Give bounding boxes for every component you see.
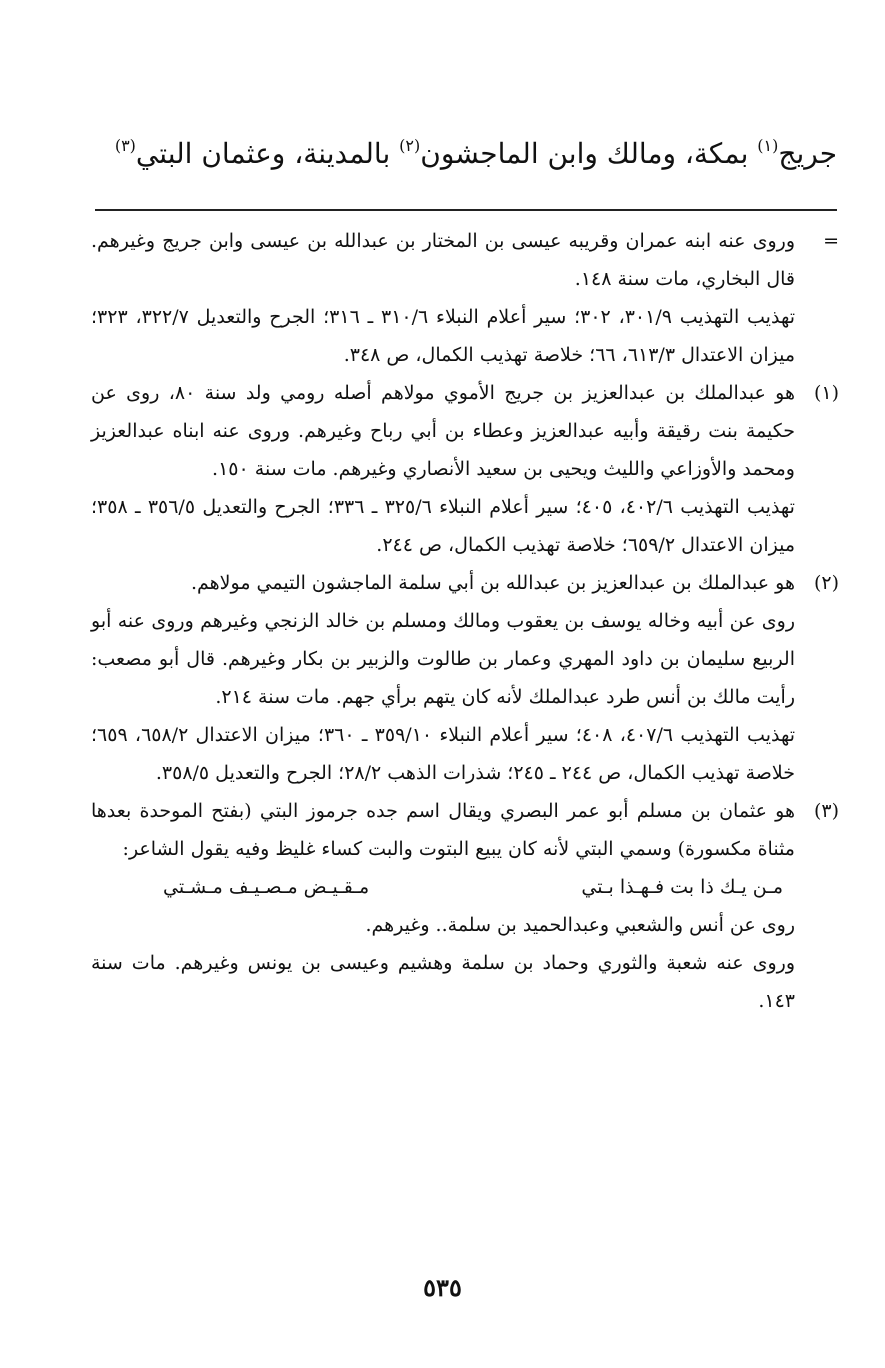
footnote-paragraph: هو عبدالملك بن عبدالعزيز بن جريج الأموي مولاهم أصله رومي ولد سنة ٨٠، روى عن حكيمة بنت رقيقة وأبيه عبدالعزيز وعطاء بن أبي رباح وغيرهم. وروى عنه ابناه عبدالعزيز ومحمد والأوزاعي والليث ويحيى بن سعيد الأنصاري وغيرهم. مات سنة ١٥٠. bbox=[91, 382, 796, 480]
footnote-2 bbox=[91, 564, 839, 792]
footnote-separator bbox=[95, 209, 837, 211]
footnote-references: تهذيب التهذيب ٤٠٢/٦، ٤٠٥؛ سير أعلام النبلاء ٣٢٥/٦ ـ ٣٣٦؛ الجرح والتعديل ٣٥٦/٥ ـ ٣٥٨؛ ميزان الاعتدال ٦٥٩/٢؛ خلاصة تهذيب الكمال، ص ٢٤٤. bbox=[91, 496, 795, 556]
footnote-marker: (٢) bbox=[813, 572, 839, 594]
footnote-references: تهذيب التهذيب ٣٠١/٩، ٣٠٢؛ سير أعلام النبلاء ٣١٠/٦ ـ ٣١٦؛ الجرح والتعديل ٣٢٢/٧، ٣٢٣؛ ميزان الاعتدال ٦١٣/٣، ٦٦؛ خلاصة تهذيب الكمال، ص ٣٤٨. bbox=[91, 306, 795, 366]
footnote-ref-1[interactable]: (١) bbox=[757, 136, 779, 155]
main-text-part-3: بالمدينة، وعثمان البتي bbox=[135, 137, 391, 170]
footnote-marker: (٣) bbox=[813, 800, 839, 822]
footnote-ref-2[interactable]: (٢) bbox=[399, 136, 421, 155]
footnote-1 bbox=[91, 374, 839, 564]
main-text-line bbox=[37, 118, 837, 182]
page-number: ٥٣٥ bbox=[423, 1273, 462, 1302]
footnote-marker: = bbox=[823, 230, 839, 252]
main-text-part-2: بمكة، ومالك وابن الماجشون bbox=[420, 137, 749, 170]
verse-second-hemistich: مـقـيـض مـصـيـف مـشـتي bbox=[163, 876, 370, 898]
footnote-paragraph: هو عثمان بن مسلم أبو عمر البصري ويقال اسم جده جرموز البتي (بفتح الموحدة بعدها مثناة مكسورة) وسمي البتي لأنه كان يبيع البتوت والبت كساء غليظ وفيه يقول الشاعر: bbox=[91, 800, 795, 860]
footnote-continued bbox=[91, 222, 839, 374]
footnote-paragraph: هو عبدالملك بن عبدالعزيز بن عبدالله بن أبي سلمة الماجشون التيمي مولاهم. bbox=[190, 572, 795, 594]
footnote-paragraph: وروى عنه شعبة والثوري وحماد بن سلمة وهشيم وعيسى بن يونس وغيرهم. مات سنة ١٤٣. bbox=[91, 952, 795, 1012]
poetry-verse bbox=[163, 868, 783, 906]
footnote-3 bbox=[91, 792, 839, 1020]
footnote-references: تهذيب التهذيب ٤٠٧/٦، ٤٠٨؛ سير أعلام النبلاء ٣٥٩/١٠ ـ ٣٦٠؛ ميزان الاعتدال ٦٥٨/٢، ٦٥٩؛ خلاصة تهذيب الكمال، ص ٢٤٤ ـ ٢٤٥؛ شذرات الذهب ٢٨/٢؛ الجرح والتعديل ٣٥٨/٥. bbox=[91, 724, 796, 784]
footnote-marker: (١) bbox=[813, 382, 839, 404]
main-text-part-1: جريج bbox=[778, 137, 837, 170]
footnote-paragraph: روى عن أبيه وخاله يوسف بن يعقوب ومالك ومسلم بن خالد الزنجي وغيرهم وروى عنه أبو الربيع سليمان بن داود المهري وعمار بن طالوت والزبير بن بكار وغيرهم. قال أبو مصعب: رأيت مالك بن أنس طرد عبدالملك لأنه كان يتهم برأي جهم. مات سنة ٢١٤. bbox=[91, 610, 795, 708]
footnotes-section bbox=[91, 222, 839, 1020]
footnote-paragraph: روى عن أنس والشعبي وعبدالحميد بن سلمة.. وغيرهم. bbox=[365, 914, 795, 936]
footnote-ref-3[interactable]: (٣) bbox=[114, 136, 136, 155]
verse-first-hemistich: مـن يـك ذا بت فـهـذا بـتي bbox=[581, 876, 783, 898]
footnote-paragraph: وروى عنه ابنه عمران وقريبه عيسى بن المختار بن عبدالله بن عيسى وابن جريج وغيرهم. قال البخاري، مات سنة ١٤٨. bbox=[91, 230, 795, 290]
